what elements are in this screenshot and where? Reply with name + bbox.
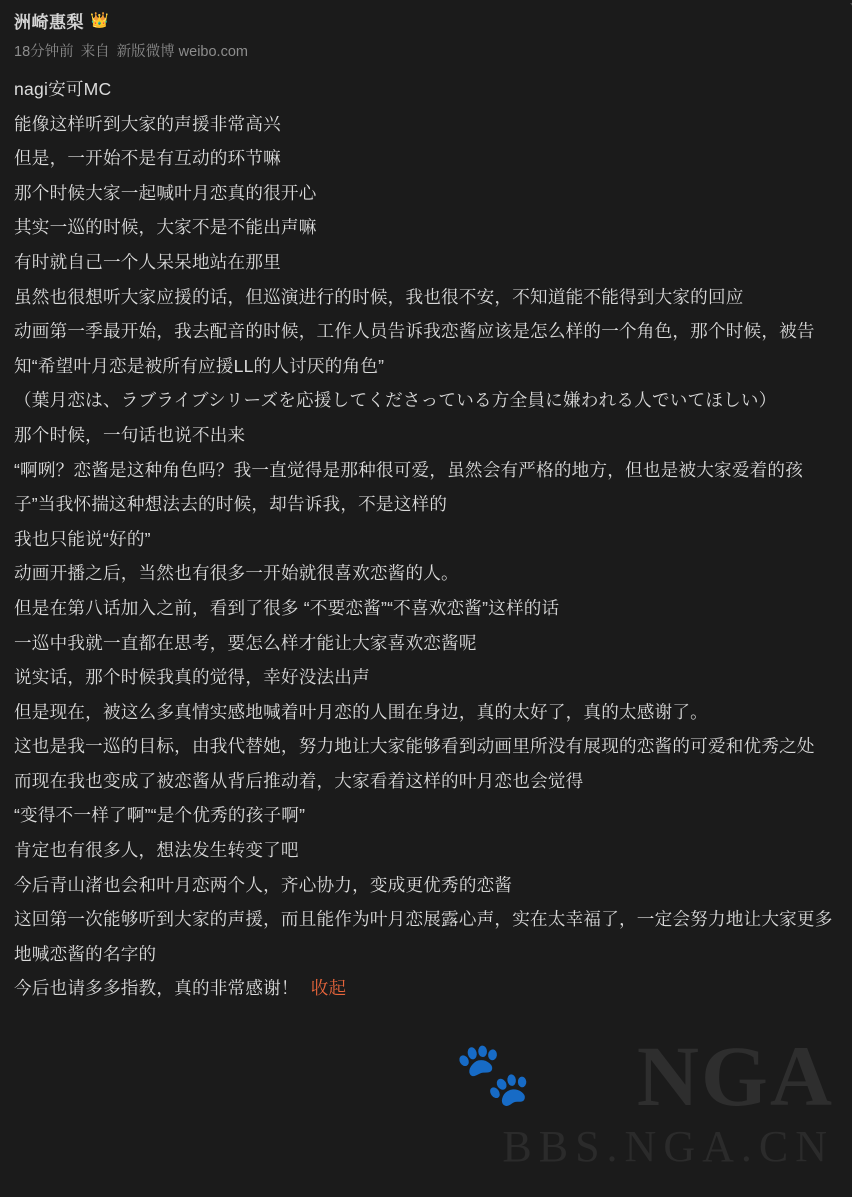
post-line: 今后也请多多指教，真的非常感谢！ [14,978,299,999]
post-line: 其实一巡的时候，大家不是不能出声嘛 [14,217,317,238]
post-line: 动画开播之后，当然也有很多一开始就很喜欢恋酱的人。 [14,563,459,584]
post-line: 但是，一开始不是有互动的环节嘛 [14,148,281,169]
post-time: 18分钟前 [14,44,74,60]
post-meta [14,40,838,61]
post-line: 但是在第八话加入之前，看到了很多 “不要恋酱”“不喜欢恋酱”这样的话 [14,597,560,618]
post-line: “啊咧？恋酱是这种角色吗？我一直觉得是那种很可爱，虽然会有严格的地方，但也是被大家爱着的孩子”当我怀揣这种想法去的时候，却告诉我，不是这样的 [14,459,803,515]
post-line: 肯定也有很多人，想法发生转变了吧 [14,840,299,861]
post-line: 那个时候大家一起喊叶月恋真的很开心 [14,182,317,203]
post-line: 我也只能说“好的” [14,528,151,549]
post-source-link[interactable]: 新版微博 weibo.com [116,44,248,60]
post-line: 但是现在，被这么多真情实感地喊着叶月恋的人围在身边，真的太好了，真的太感谢了。 [14,701,708,722]
post-line: 一巡中我就一直都在思考，要怎么样才能让大家喜欢恋酱呢 [14,632,477,653]
paw-icon: 🐾 [454,1040,532,1109]
post-last-line-row [14,971,838,1006]
post-content [14,72,838,1006]
post-from-label: 来自 [80,44,110,60]
post-header [14,8,838,33]
author-name[interactable]: 洲崎惠梨 [14,13,84,32]
post-line: 这也是我一巡的目标，由我代替她，努力地让大家能够看到动画里所没有展现的恋酱的可爱和优秀之处 [14,736,815,757]
post-line: nagi安可MC [14,79,112,99]
post-line: （葉月恋は、ラブライブシリーズを応援してくださっている方全員に嫌われる人でいてほしい） [14,390,777,411]
collapse-button[interactable]: 收起 [310,978,347,999]
post-line: 这回第一次能够听到大家的声援，而且能作为叶月恋展露心声，实在太幸福了，一定会努力地让大家更多地喊恋酱的名字的 [14,909,833,964]
post-line: 而现在我也变成了被恋酱从背后推动着，大家看着这样的叶月恋也会觉得 [14,770,584,791]
watermark-bottom-text: BBS.NGA.CN [502,1122,834,1171]
watermark-top-text: NGA [636,1028,834,1124]
post-line: 有时就自己一个人呆呆地站在那里 [14,251,281,272]
post-line: “变得不一样了啊”“是个优秀的孩子啊” [14,805,306,826]
post-line: 今后青山渚也会和叶月恋两个人，齐心协力，变成更优秀的恋酱 [14,874,513,895]
crown-icon: 👑 [90,12,109,29]
post-line: 说实话，那个时候我真的觉得，幸好没法出声 [14,667,370,688]
post-line: 虽然也很想听大家应援的话，但巡演进行的时候，我也很不安，不知道能不能得到大家的回应 [14,286,744,307]
post-line: 那个时候，一句话也说不出来 [14,424,246,445]
post-line: 动画第一季最开始，我去配音的时候，工作人员告诉我恋酱应该是怎么样的一个角色，那个时候，被告知“希望叶月恋是被所有应援LL的人讨厌的角色” [14,321,815,376]
post-line: 能像这样听到大家的声援非常高兴 [14,113,281,134]
watermark [502,1028,834,1171]
